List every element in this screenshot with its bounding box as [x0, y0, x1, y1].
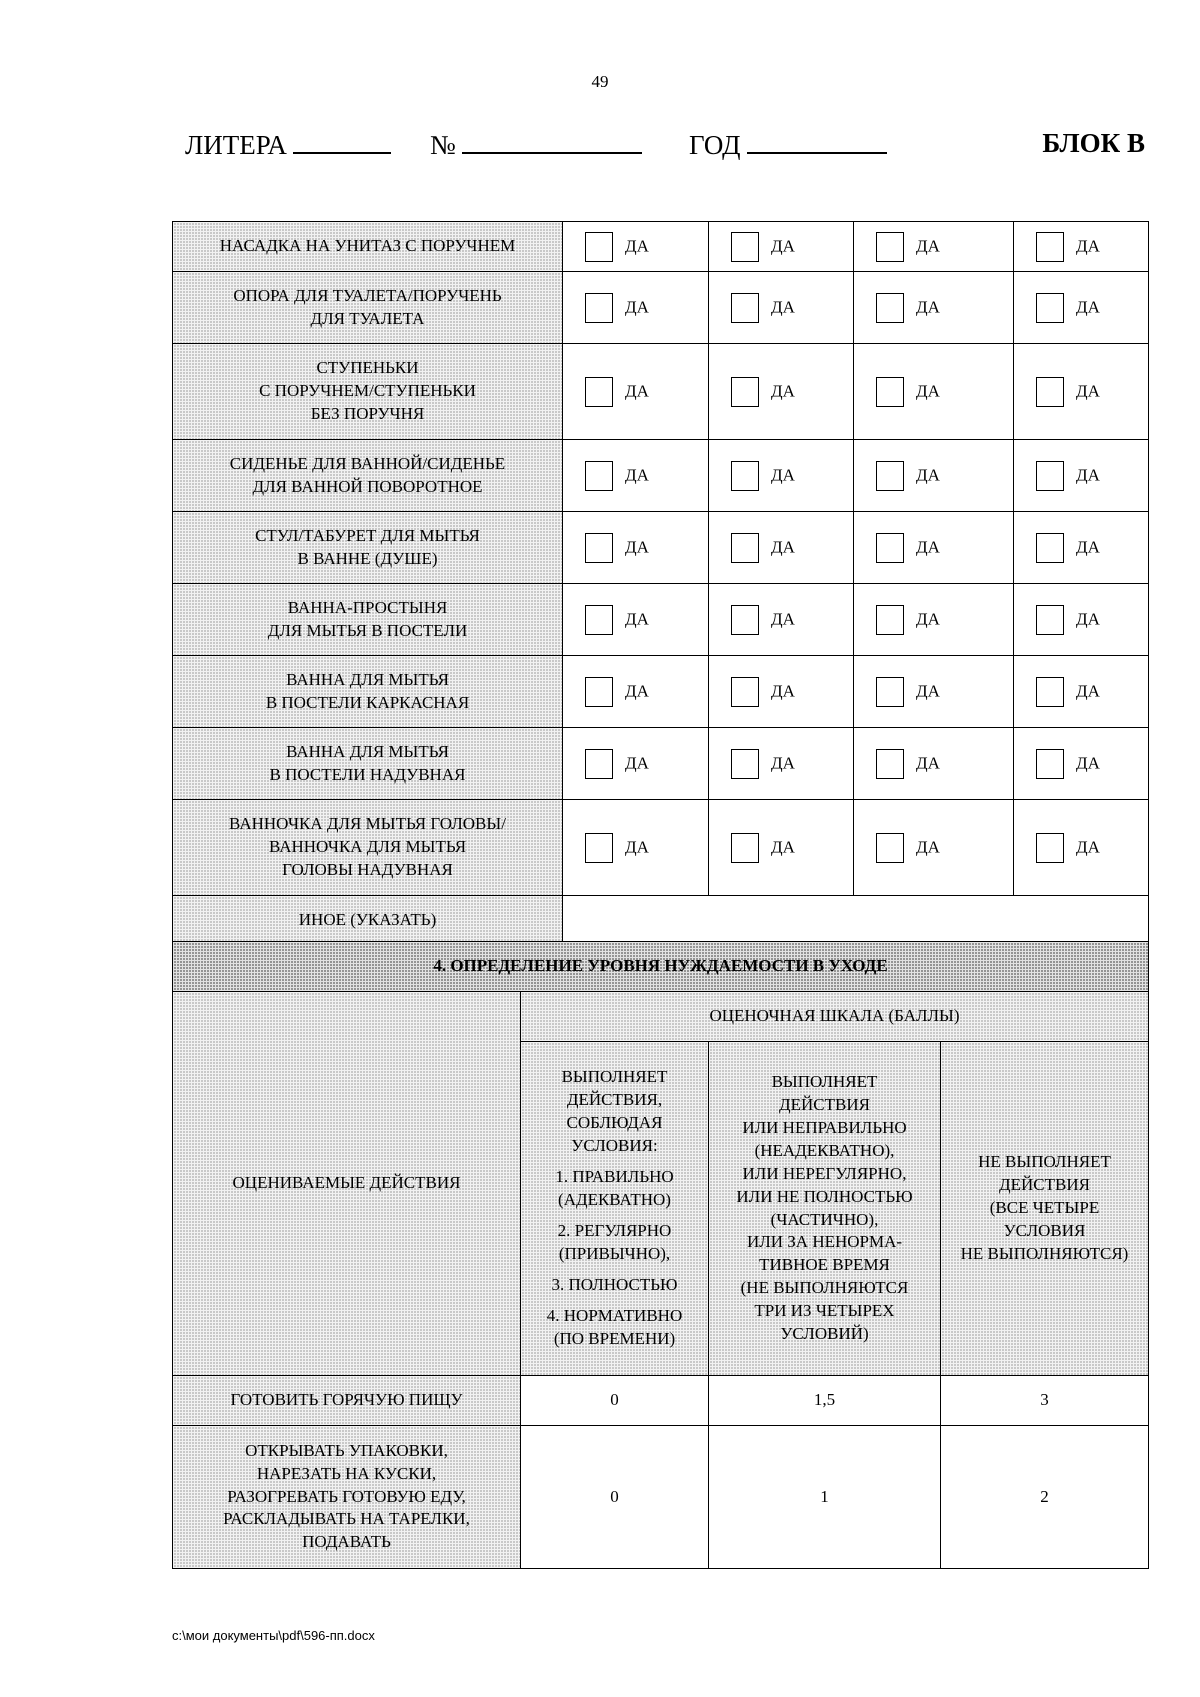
yes-checkbox[interactable]	[1036, 833, 1064, 863]
equipment-item-label: СТУПЕНЬКИ С ПОРУЧНЕМ/СТУПЕНЬКИ БЕЗ ПОРУЧНЯ	[173, 344, 563, 440]
equipment-item-label: ВАННА-ПРОСТЫНЯ ДЛЯ МЫТЬЯ В ПОСТЕЛИ	[173, 584, 563, 656]
yes-label: ДА	[916, 753, 940, 773]
yes-option	[1014, 440, 1149, 512]
equipment-item-label: СИДЕНЬЕ ДЛЯ ВАННОЙ/СИДЕНЬЕ ДЛЯ ВАННОЙ ПОВОРОТНОЕ	[173, 440, 563, 512]
criteria-condition: 2. РЕГУЛЯРНО (ПРИВЫЧНО),	[557, 1220, 672, 1263]
yes-label: ДА	[1076, 753, 1100, 773]
yes-checkbox[interactable]	[1036, 461, 1064, 491]
equipment-row	[173, 728, 1149, 800]
yes-label: ДА	[625, 609, 649, 629]
yes-label: ДА	[916, 609, 940, 629]
yes-label: ДА	[916, 837, 940, 857]
yes-label: ДА	[625, 297, 649, 317]
year-input-line[interactable]	[747, 128, 887, 154]
other-input[interactable]	[563, 896, 1149, 946]
yes-option	[1014, 272, 1149, 344]
yes-checkbox[interactable]	[1036, 377, 1064, 407]
equipment-item-label: НАСАДКА НА УНИТАЗ С ПОРУЧНЕМ	[173, 222, 563, 272]
score-value: 2	[941, 1426, 1149, 1569]
page-number: 49	[591, 72, 609, 91]
yes-checkbox[interactable]	[876, 461, 904, 491]
yes-checkbox[interactable]	[876, 749, 904, 779]
score-value: 1	[709, 1426, 941, 1569]
yes-checkbox[interactable]	[731, 833, 759, 863]
criteria-not-performed: НЕ ВЫПОЛНЯЕТ ДЕЙСТВИЯ (ВСЕ ЧЕТЫРЕ УСЛОВИЯ НЕ ВЫПОЛНЯЮТСЯ)	[941, 1042, 1149, 1376]
yes-checkbox[interactable]	[585, 293, 613, 323]
yes-option	[563, 728, 709, 800]
yes-option	[1014, 344, 1149, 440]
equipment-table	[172, 221, 1149, 946]
criteria-condition: 1. ПРАВИЛЬНО (АДЕКВАТНО)	[555, 1167, 674, 1210]
form-header	[185, 128, 1145, 168]
yes-label: ДА	[625, 681, 649, 701]
equipment-item-label: ВАННОЧКА ДЛЯ МЫТЬЯ ГОЛОВЫ/ ВАННОЧКА ДЛЯ МЫТЬЯ ГОЛОВЫ НАДУВНАЯ	[173, 800, 563, 896]
criteria-intro: ВЫПОЛНЯЕТ ДЕЙСТВИЯ, СОБЛЮДАЯ УСЛОВИЯ:	[561, 1067, 668, 1156]
yes-checkbox[interactable]	[585, 533, 613, 563]
yes-option	[709, 656, 854, 728]
yes-checkbox[interactable]	[876, 293, 904, 323]
yes-option	[709, 800, 854, 896]
file-path-footer: c:\мои документы\pdf\596-пп.docx	[172, 1628, 375, 1643]
yes-checkbox[interactable]	[731, 677, 759, 707]
yes-label: ДА	[771, 609, 795, 629]
yes-label: ДА	[1076, 465, 1100, 485]
score-value: 0	[521, 1426, 709, 1569]
yes-label: ДА	[771, 537, 795, 557]
other-label: ИНОЕ (УКАЗАТЬ)	[173, 896, 563, 946]
score-value: 0	[521, 1376, 709, 1426]
yes-option	[1014, 512, 1149, 584]
yes-checkbox[interactable]	[585, 677, 613, 707]
equipment-item-label: ВАННА ДЛЯ МЫТЬЯ В ПОСТЕЛИ КАРКАСНАЯ	[173, 656, 563, 728]
yes-option	[854, 440, 1014, 512]
yes-checkbox[interactable]	[731, 293, 759, 323]
yes-label: ДА	[625, 465, 649, 485]
yes-label: ДА	[916, 537, 940, 557]
yes-option	[1014, 800, 1149, 896]
yes-label: ДА	[1076, 537, 1100, 557]
yes-option	[709, 344, 854, 440]
yes-option	[1014, 728, 1149, 800]
yes-label: ДА	[916, 381, 940, 401]
litera-input-line[interactable]	[293, 128, 391, 154]
number-input-line[interactable]	[462, 128, 642, 154]
care-needs-table	[172, 941, 1149, 1569]
criteria-condition: 4. НОРМАТИВНО (ПО ВРЕМЕНИ)	[546, 1305, 683, 1348]
yes-option	[854, 222, 1014, 272]
score-row	[173, 1376, 1149, 1426]
yes-option	[709, 222, 854, 272]
litera-label: ЛИТЕРА	[185, 130, 287, 160]
equipment-item-label: ВАННА ДЛЯ МЫТЬЯ В ПОСТЕЛИ НАДУВНАЯ	[173, 728, 563, 800]
equipment-row	[173, 656, 1149, 728]
yes-checkbox[interactable]	[585, 232, 613, 262]
year-label: ГОД	[689, 130, 741, 160]
block-label: БЛОК В	[1042, 128, 1145, 158]
yes-label: ДА	[771, 681, 795, 701]
yes-option	[709, 440, 854, 512]
yes-option	[563, 272, 709, 344]
yes-label: ДА	[625, 753, 649, 773]
litera-field	[185, 128, 391, 161]
criteria-compliant	[521, 1042, 709, 1376]
year-field	[689, 128, 887, 161]
yes-checkbox[interactable]	[731, 232, 759, 262]
yes-checkbox[interactable]	[1036, 605, 1064, 635]
yes-checkbox[interactable]	[876, 377, 904, 407]
yes-label: ДА	[1076, 236, 1100, 256]
yes-option	[709, 272, 854, 344]
yes-label: ДА	[771, 297, 795, 317]
yes-label: ДА	[916, 681, 940, 701]
yes-option	[854, 656, 1014, 728]
yes-label: ДА	[916, 236, 940, 256]
yes-label: ДА	[771, 236, 795, 256]
yes-label: ДА	[625, 381, 649, 401]
yes-label: ДА	[625, 837, 649, 857]
yes-option	[854, 272, 1014, 344]
yes-checkbox[interactable]	[585, 605, 613, 635]
yes-label: ДА	[916, 297, 940, 317]
action-label: ГОТОВИТЬ ГОРЯЧУЮ ПИЩУ	[173, 1376, 521, 1426]
equipment-row	[173, 222, 1149, 272]
score-row	[173, 1426, 1149, 1569]
equipment-row	[173, 344, 1149, 440]
equipment-row	[173, 272, 1149, 344]
yes-checkbox[interactable]	[1036, 533, 1064, 563]
yes-checkbox[interactable]	[876, 232, 904, 262]
yes-checkbox[interactable]	[585, 833, 613, 863]
yes-label: ДА	[1076, 681, 1100, 701]
criteria-partial: ВЫПОЛНЯЕТ ДЕЙСТВИЯ ИЛИ НЕПРАВИЛЬНО (НЕАДЕКВАТНО), ИЛИ НЕРЕГУЛЯРНО, ИЛИ НЕ ПОЛНОСТЬЮ (ЧАСТИЧНО), ИЛИ ЗА НЕНОРМА- ТИВНОЕ ВРЕМЯ (НЕ ВЫПОЛНЯЮТСЯ ТРИ ИЗ ЧЕТЫРЕХ УСЛОВИЙ)	[709, 1042, 941, 1376]
yes-option	[854, 728, 1014, 800]
yes-checkbox[interactable]	[731, 533, 759, 563]
score-value: 3	[941, 1376, 1149, 1426]
yes-option	[709, 728, 854, 800]
yes-label: ДА	[625, 236, 649, 256]
yes-checkbox[interactable]	[876, 833, 904, 863]
scale-header: ОЦЕНОЧНАЯ ШКАЛА (БАЛЛЫ)	[521, 992, 1149, 1042]
yes-checkbox[interactable]	[1036, 293, 1064, 323]
section-title: 4. ОПРЕДЕЛЕНИЕ УРОВНЯ НУЖДАЕМОСТИ В УХОДЕ	[173, 942, 1149, 992]
yes-label: ДА	[625, 537, 649, 557]
yes-label: ДА	[771, 837, 795, 857]
yes-checkbox[interactable]	[585, 749, 613, 779]
yes-option	[854, 800, 1014, 896]
actions-header: ОЦЕНИВАЕМЫЕ ДЕЙСТВИЯ	[173, 992, 521, 1376]
yes-option	[709, 584, 854, 656]
yes-option	[854, 512, 1014, 584]
yes-option	[854, 584, 1014, 656]
equipment-row	[173, 512, 1149, 584]
criteria-condition: 3. ПОЛНОСТЬЮ	[551, 1274, 678, 1294]
yes-checkbox[interactable]	[1036, 749, 1064, 779]
yes-option	[563, 440, 709, 512]
yes-checkbox[interactable]	[731, 605, 759, 635]
number-label: №	[430, 130, 456, 160]
yes-label: ДА	[771, 381, 795, 401]
yes-checkbox[interactable]	[876, 605, 904, 635]
yes-checkbox[interactable]	[731, 461, 759, 491]
yes-label: ДА	[1076, 297, 1100, 317]
yes-option	[563, 344, 709, 440]
equipment-row	[173, 440, 1149, 512]
yes-checkbox[interactable]	[876, 677, 904, 707]
yes-checkbox[interactable]	[585, 377, 613, 407]
yes-option	[709, 512, 854, 584]
equipment-row	[173, 584, 1149, 656]
other-row	[173, 896, 1149, 946]
yes-label: ДА	[771, 465, 795, 485]
yes-label: ДА	[771, 753, 795, 773]
yes-checkbox[interactable]	[585, 461, 613, 491]
score-value: 1,5	[709, 1376, 941, 1426]
yes-label: ДА	[1076, 609, 1100, 629]
yes-checkbox[interactable]	[1036, 232, 1064, 262]
number-field	[430, 128, 642, 161]
yes-checkbox[interactable]	[1036, 677, 1064, 707]
yes-label: ДА	[1076, 837, 1100, 857]
yes-option	[563, 222, 709, 272]
yes-option	[1014, 656, 1149, 728]
equipment-item-label: ОПОРА ДЛЯ ТУАЛЕТА/ПОРУЧЕНЬ ДЛЯ ТУАЛЕТА	[173, 272, 563, 344]
yes-label: ДА	[916, 465, 940, 485]
yes-option	[1014, 584, 1149, 656]
yes-option	[854, 344, 1014, 440]
yes-checkbox[interactable]	[731, 749, 759, 779]
yes-option	[563, 656, 709, 728]
yes-option	[563, 512, 709, 584]
yes-option	[1014, 222, 1149, 272]
yes-checkbox[interactable]	[876, 533, 904, 563]
yes-option	[563, 800, 709, 896]
action-label: ОТКРЫВАТЬ УПАКОВКИ, НАРЕЗАТЬ НА КУСКИ, РАЗОГРЕВАТЬ ГОТОВУЮ ЕДУ, РАСКЛАДЫВАТЬ НА ТАРЕЛКИ, ПОДАВАТЬ	[173, 1426, 521, 1569]
yes-label: ДА	[1076, 381, 1100, 401]
yes-option	[563, 584, 709, 656]
equipment-item-label: СТУЛ/ТАБУРЕТ ДЛЯ МЫТЬЯ В ВАННЕ (ДУШЕ)	[173, 512, 563, 584]
equipment-row	[173, 800, 1149, 896]
yes-checkbox[interactable]	[731, 377, 759, 407]
